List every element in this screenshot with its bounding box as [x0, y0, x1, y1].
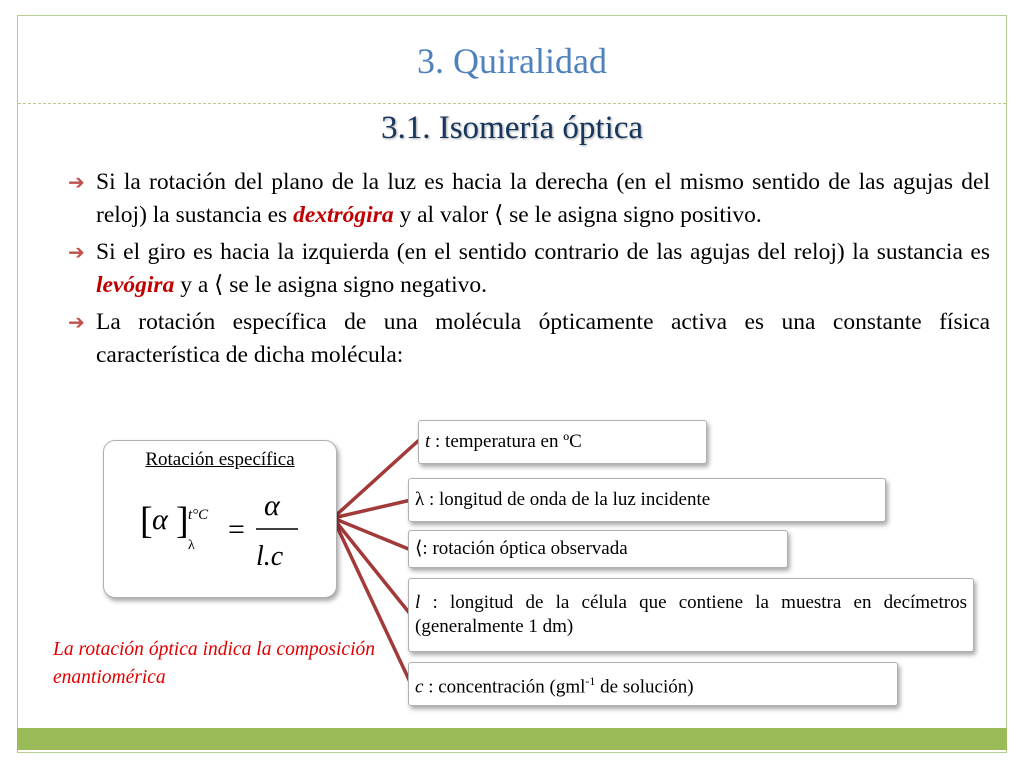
specific-rotation-box: [103, 440, 337, 598]
var-t: t: [425, 431, 431, 452]
term-dextrogira: dextrógira: [293, 202, 394, 228]
arrow-right-icon: ➔: [68, 240, 85, 264]
slide-title: 3. Quiralidad: [417, 41, 607, 81]
definition-t: t : temperatura en ºC: [418, 420, 707, 464]
definition-alpha: ⟨: rotación óptica observada: [408, 530, 788, 568]
bracket-left: [: [140, 500, 153, 542]
definition-lambda: λ : longitud de onda de la luz incidente: [408, 478, 886, 522]
formula-denominator: l.c: [256, 541, 284, 572]
var-c: c: [415, 676, 424, 698]
bracket-right: ]: [176, 500, 189, 542]
definition-l: l : longitud de la célula que contiene la muestra en decímetros (generalmente 1 dm): [408, 578, 974, 652]
bullet-item-dextrogira: ➔ Si la rotación del plano de la luz es hacia la derecha (en el mismo sentido de las agujas del reloj) la sustancia es dextrógira y al valor ⟨ se le asigna signo positivo.: [66, 166, 990, 232]
term-levogira: levógira: [96, 272, 175, 298]
formula-numerator: α: [264, 489, 280, 522]
definition-c: c : concentración (gml$^{-1}$ de solución): [408, 662, 898, 706]
var-lambda: λ: [415, 489, 425, 510]
bullet-item-levogira: ➔ Si el giro es hacia la izquierda (en el sentido contrario de las agujas del reloj) la sustancia es levógira y a ⟨ se le asigna signo negativo.: [66, 236, 990, 302]
enantiomeric-note: La rotación óptica indica la composición enantiomérica: [53, 639, 375, 688]
bullet-item-specific-rotation: ➔ La rotación específica de una molécula ópticamente activa es una constante física característica de dicha molécula:: [66, 306, 990, 372]
var-l: l: [415, 592, 421, 613]
footer-bar: [17, 728, 1007, 750]
formula-equals: =: [228, 513, 245, 546]
title-divider: [18, 103, 1006, 104]
formula-subscript: λ: [188, 538, 195, 553]
specific-rotation-formula: [104, 481, 336, 591]
alpha-symbol: ⟨: [494, 202, 504, 228]
arrow-right-icon: ➔: [68, 310, 85, 334]
arrow-right-icon: ➔: [68, 170, 85, 194]
slide-subtitle: 3.1. Isomería óptica: [380, 110, 644, 146]
alpha-symbol: ⟨: [214, 272, 224, 298]
var-alpha: ⟨: [415, 538, 423, 559]
bullet-list: [66, 166, 990, 376]
formula-alpha: α: [152, 503, 168, 536]
formula-superscript: t°C: [188, 507, 209, 523]
formula-label: Rotación específica: [145, 449, 295, 470]
